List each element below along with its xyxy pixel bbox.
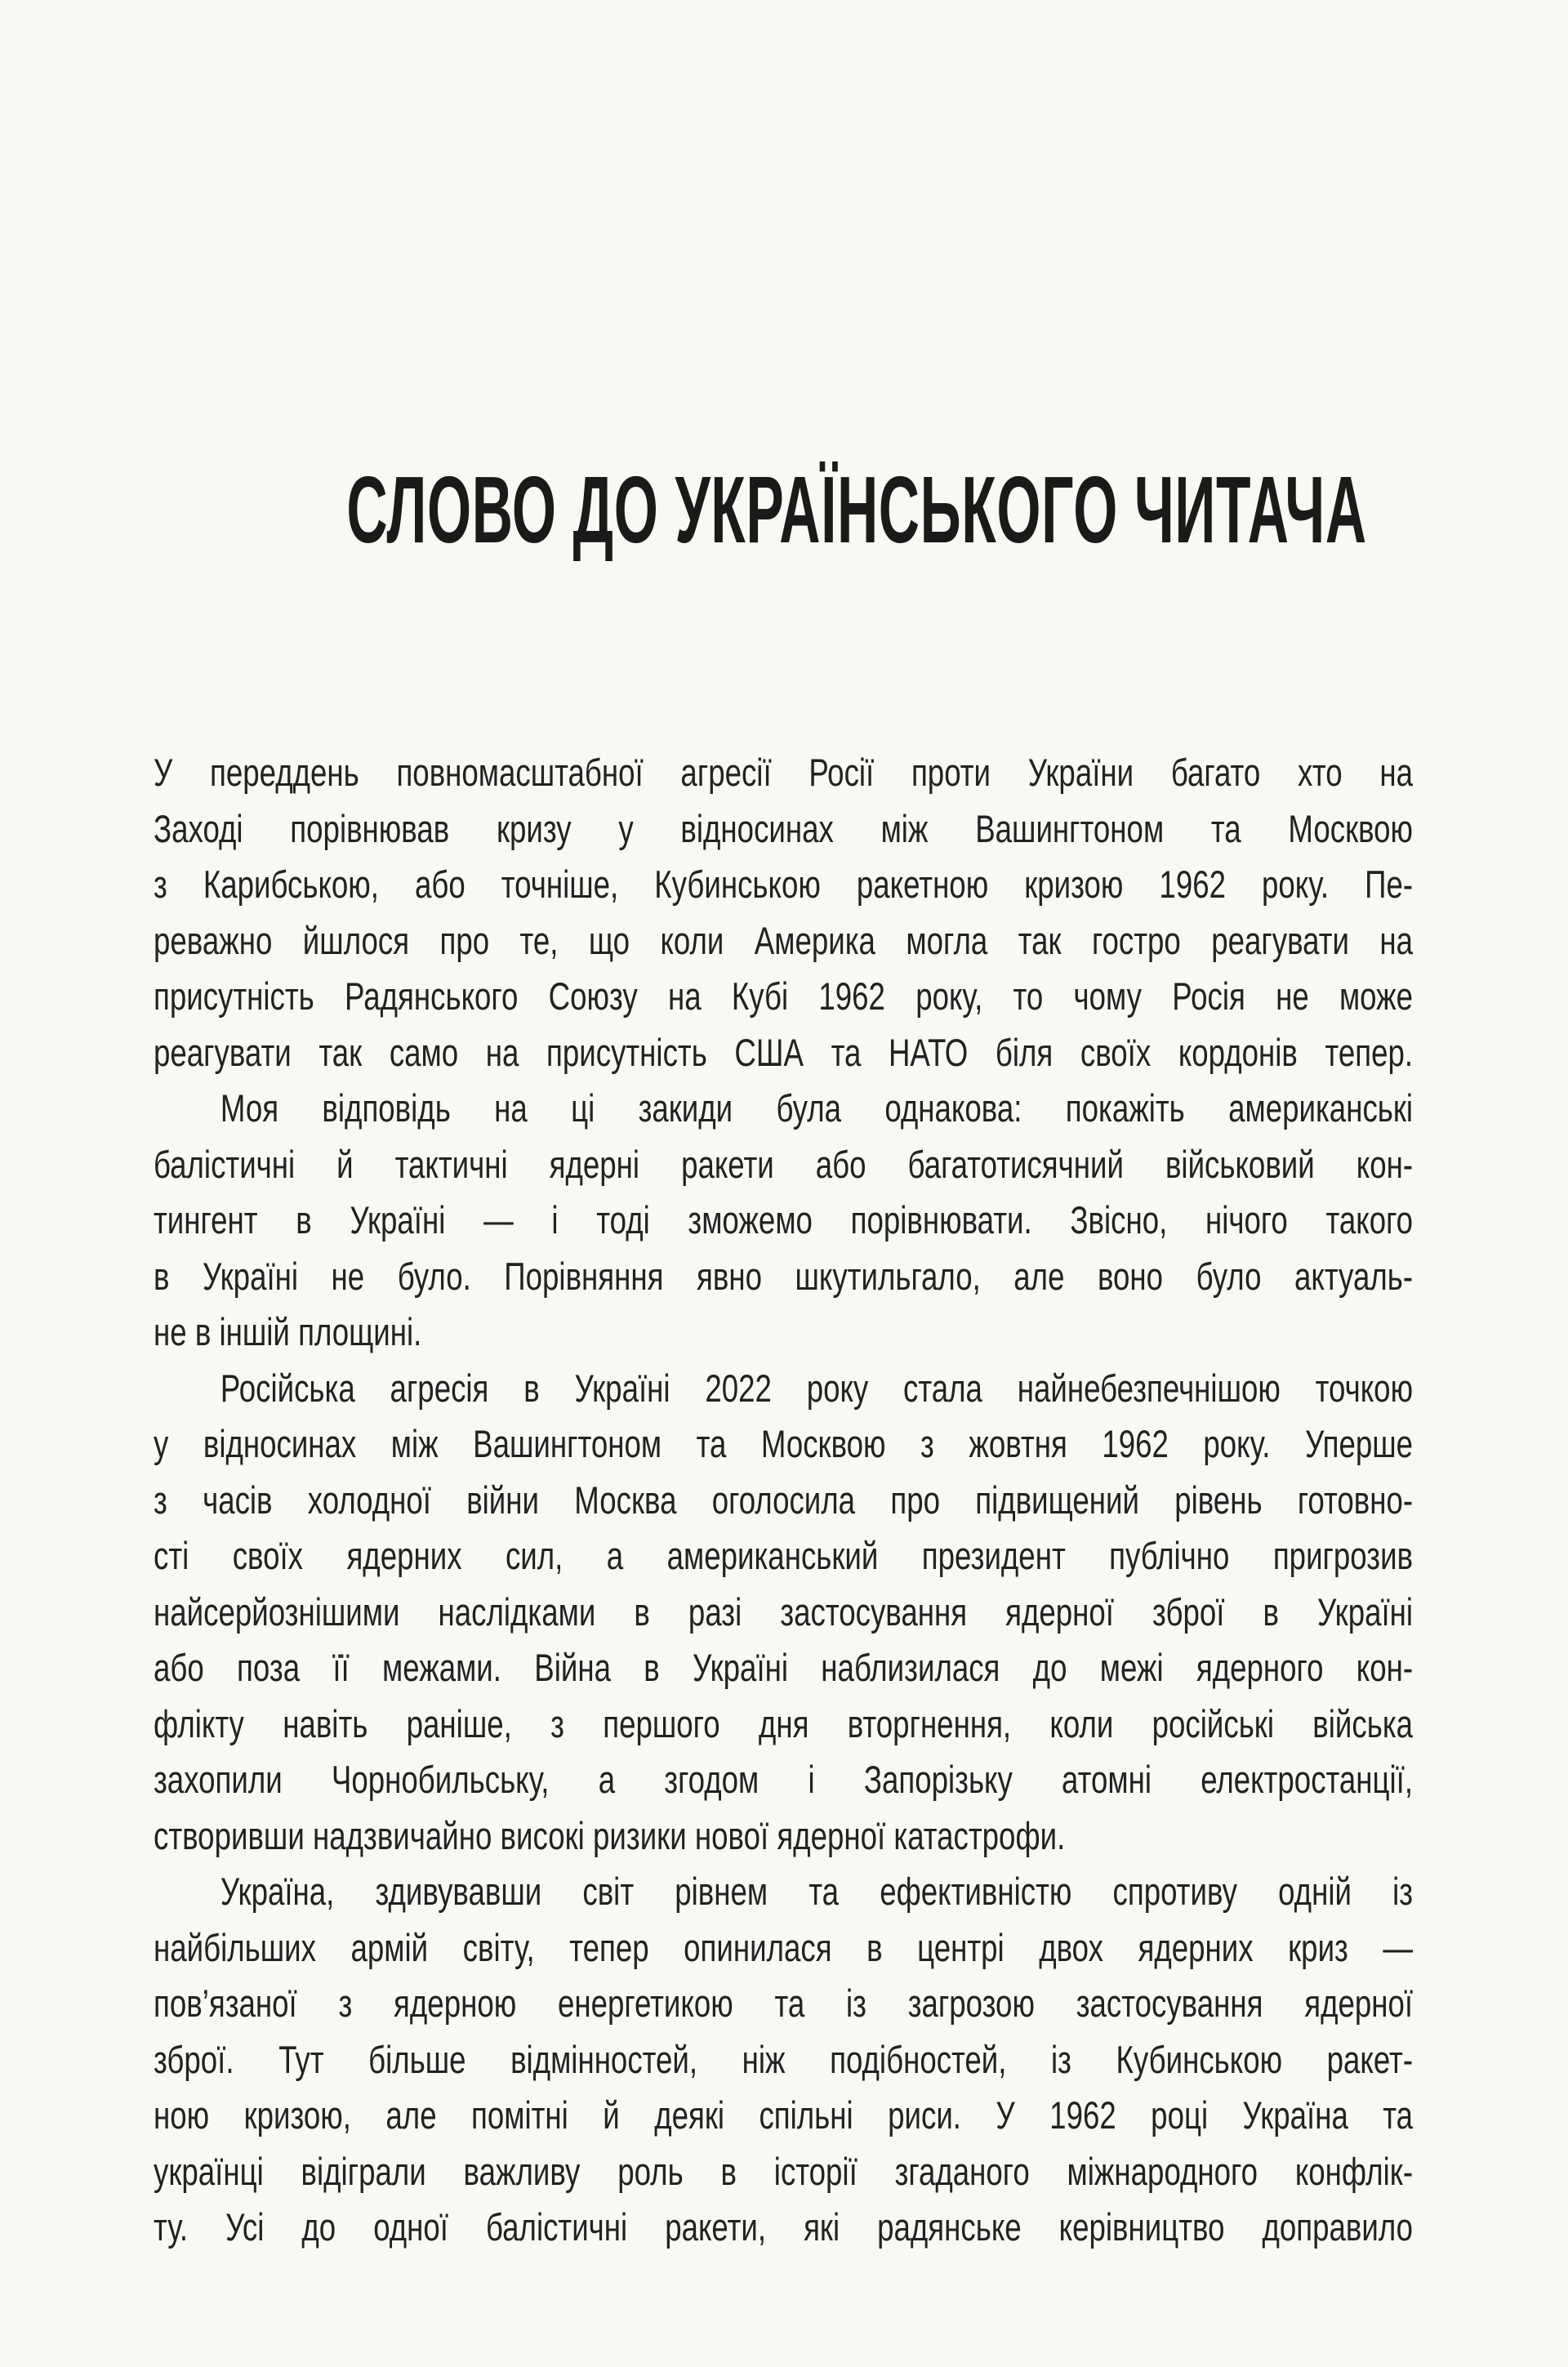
paragraph [154,745,1413,1081]
text-line: У переддень повномасштабної агресії Росії проти України багато хто на [154,751,1414,794]
text-line: сті своїх ядерних сил, а американський президент публічно пригрозив [154,1534,1414,1577]
text-line: з Карибською, або точніше, Кубинською ракетною кризою 1962 року. Пе- [154,863,1414,906]
body-text [154,745,1413,2256]
text-line: реважно йшлося про те, що коли Америка могла так гостро реагувати на [154,918,1414,962]
text-line: Моя відповідь на ці закиди була однакова: покажіть американські [220,1086,1414,1130]
text-line: балістичні й тактичні ядерні ракети або багатотисячний військовий кон- [154,1142,1414,1186]
text-line: ту. Усі до одної балістичні ракети, які радянське керівництво доправило [154,2205,1414,2249]
text-line: найбільших армій світу, тепер опинилася в центрі двох ядерних криз — [154,1925,1414,1969]
text-line: найсерйознішими наслідками в разі застосування ядерної зброї в Україні [154,1589,1414,1634]
chapter-title-wrap [0,457,1568,563]
text-line: тингент в Україні — і тоді зможемо порівнювати. Звісно, нічого такого [154,1198,1414,1241]
text-line: реагувати так само на присутність США та НАТО біля своїх кордонів тепер. [154,1030,1414,1074]
chapter-title: СЛОВО ДО УКРАЇНСЬКОГО ЧИТАЧА [346,457,1367,563]
text-line: українці відіграли важливу роль в історії згаданого міжнародного конфлік- [154,2149,1414,2193]
text-line: або поза її межами. Війна в Україні наблизилася до межі ядерного кон- [154,1646,1414,1689]
text-line: не в іншій площині. [154,1310,422,1353]
paragraph [154,1361,1413,1865]
text-line: ною кризою, але помітні й деякі спільні риси. У 1962 році Україна та [154,2093,1414,2137]
text-line: пов’язаної з ядерною енергетикою та із загрозою застосування ядерної [154,1981,1414,2025]
paragraph [154,1864,1413,2256]
text-line: флікту навіть раніше, з першого дня вторгнення, коли російські війська [154,1701,1414,1745]
text-line: створивши надзвичайно високі ризики нової ядерної катастрофи. [154,1813,1066,1857]
text-line: у відносинах між Вашингтоном та Москвою з жовтня 1962 року. Уперше [154,1422,1414,1465]
text-line: з часів холодної війни Москва оголосила про підвищений рівень готовно- [154,1478,1414,1522]
text-line: присутність Радянського Союзу на Кубі 1962 року, то чому Росія не може [154,974,1414,1018]
text-line: в Україні не було. Порівняння явно шкутильгало, але воно було актуаль- [154,1254,1414,1298]
text-line: Російська агресія в Україні 2022 року стала найнебезпечнішою точкою [220,1366,1414,1410]
text-line: Україна, здивувавши світ рівнем та ефективністю спротиву одній із [220,1870,1414,1913]
text-line: зброї. Тут більше відмінностей, ніж подібностей, із Кубинською ракет- [154,2037,1414,2081]
paragraph [154,1081,1413,1361]
text-line: Заході порівнював кризу у відносинах між Вашингтоном та Москвою [154,806,1414,850]
text-line: захопили Чорнобильську, а згодом і Запорізьку атомні електростанції, [154,1758,1414,1801]
